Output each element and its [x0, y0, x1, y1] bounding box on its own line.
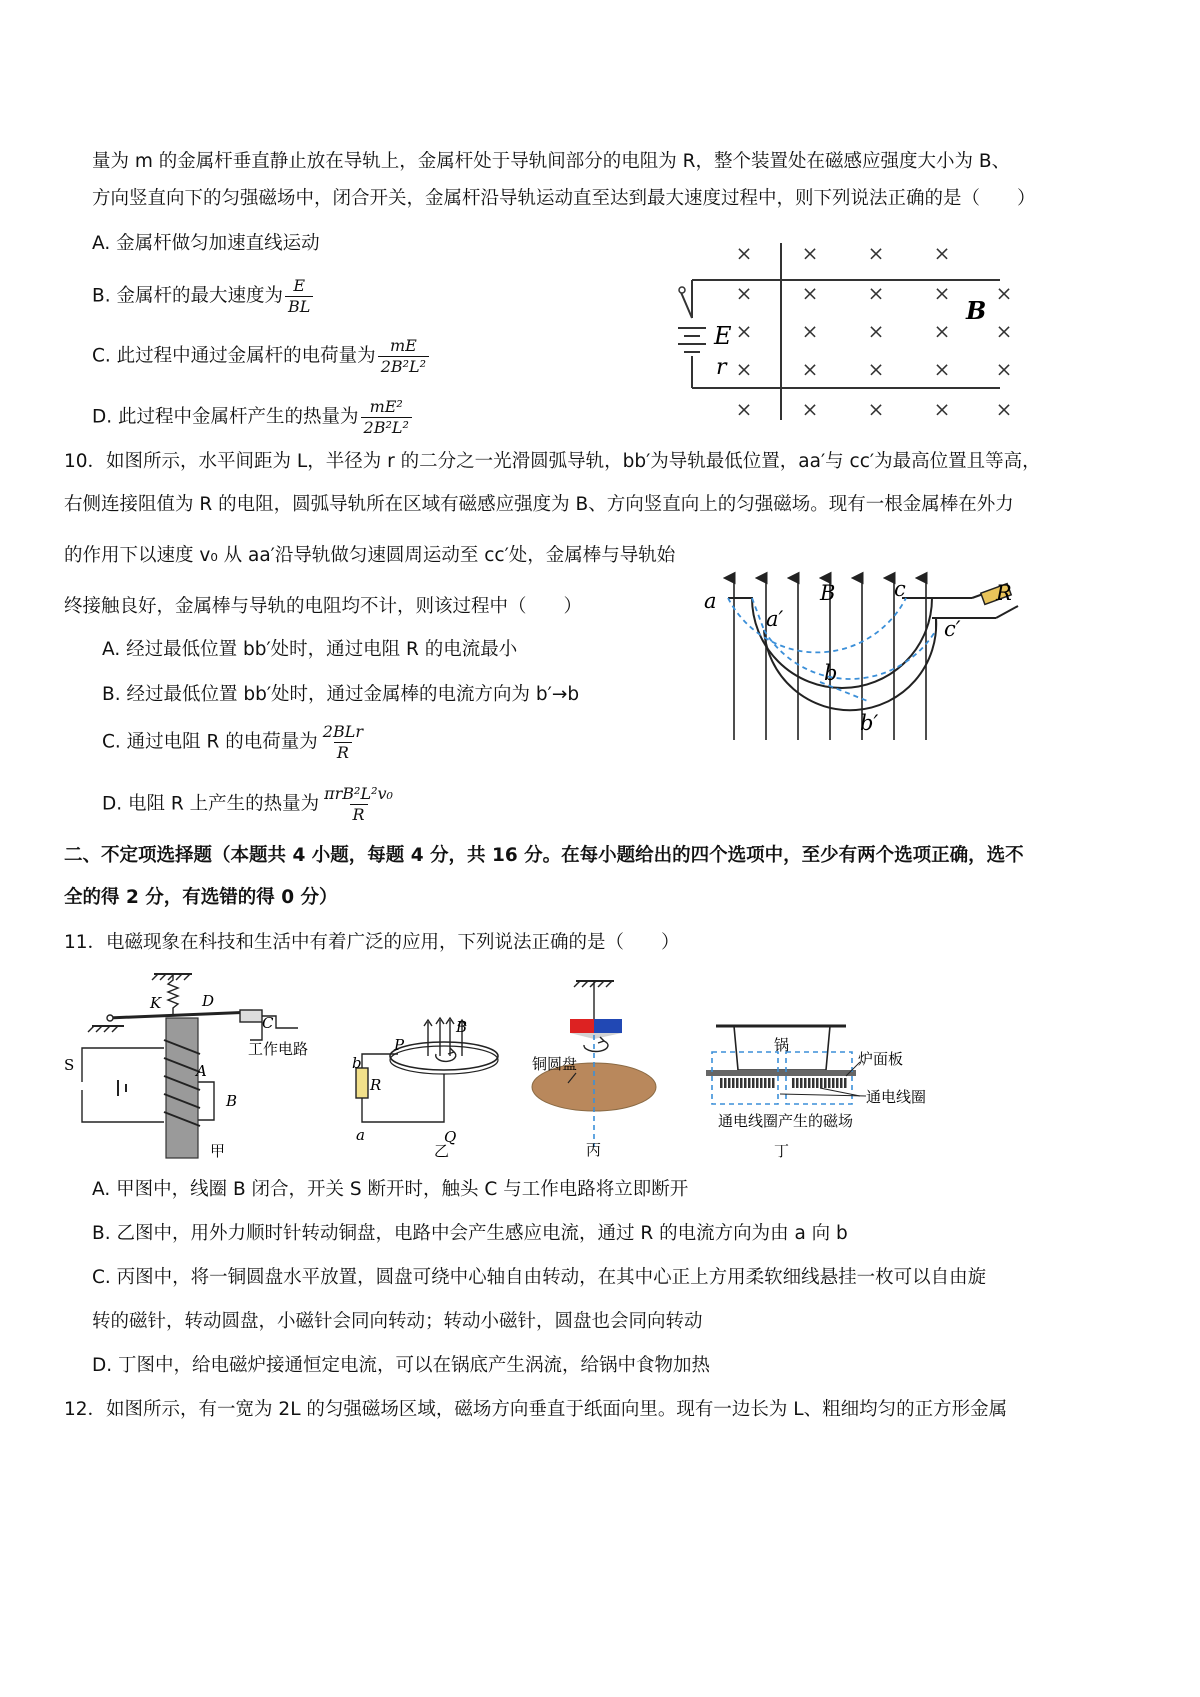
field-cross-mark: ×: [867, 241, 885, 265]
q9-line2: 方向竖直向下的匀强磁场中，闭合开关，金属杆沿导轨运动直至达到最大速度过程中，则下列说法正确的是（ ）: [92, 188, 1036, 209]
q10-figure-label-c2: c′: [944, 617, 961, 641]
field-cross-mark: ×: [735, 241, 753, 265]
jia-label-A: A: [196, 1062, 207, 1080]
q10-line3: 的作用下以速度 v₀ 从 aa′沿导轨做匀速圆周运动至 cc′处，金属棒与导轨始: [64, 545, 676, 566]
field-cross-mark: ×: [801, 241, 819, 265]
q10-figure-label-a: a: [704, 589, 717, 613]
coil-winding: [824, 1078, 827, 1088]
q10-arc-figure: [700, 570, 1040, 750]
coil-winding: [828, 1078, 831, 1088]
q9-option-c: C. 此过程中通过金属杆的电荷量为 $\frac{mE}{\text{2B²L²}}$: [92, 336, 429, 377]
field-cross-mark: ×: [867, 281, 885, 305]
field-cross-mark: ×: [801, 281, 819, 305]
coil-winding: [720, 1078, 723, 1088]
yi-label-Q: Q: [444, 1128, 457, 1146]
q9-option-c-fraction: $\frac{mE}{\text{2B²L²}}$: [378, 336, 429, 377]
field-cross-mark: ×: [801, 357, 819, 381]
coil-winding: [768, 1078, 771, 1088]
yi-caption: 乙: [434, 1142, 450, 1160]
yi-label-b: b: [352, 1054, 362, 1072]
q10-option-d: D. 电阻 R 上产生的热量为 πrB²L²v₀ R: [102, 784, 396, 825]
yi-label-a: a: [356, 1126, 365, 1144]
ding-caption: 丁: [774, 1142, 790, 1160]
field-cross-mark: ×: [735, 319, 753, 343]
field-cross-mark: ×: [933, 397, 951, 421]
field-cross-mark: ×: [995, 319, 1013, 343]
coil-winding: [764, 1078, 767, 1088]
coil-winding: [732, 1078, 735, 1088]
coil-winding: [808, 1078, 811, 1088]
coil-winding: [800, 1078, 803, 1088]
q10-figure-label-c: c: [894, 577, 906, 601]
q11-option-b: B. 乙图中，用外力顺时针转动铜盘，电路中会产生感应电流，通过 R 的电流方向为由 a 向 b: [92, 1223, 848, 1244]
field-cross-mark: ×: [995, 397, 1013, 421]
q9-figure-b-label: B: [966, 296, 987, 325]
coil-winding: [740, 1078, 743, 1088]
coil-winding: [820, 1078, 823, 1088]
jia-label-K: K: [150, 994, 162, 1012]
bing-caption: 丙: [586, 1141, 602, 1159]
q10-option-c-fraction: 2BLr R: [322, 722, 364, 762]
jia-label-S: S: [64, 1056, 75, 1074]
ding-label-coil: 通电线圈: [866, 1088, 927, 1106]
coil-winding: [724, 1078, 727, 1088]
field-cross-mark: ×: [735, 397, 753, 421]
q9-option-d: D. 此过程中金属杆产生的热量为 $\frac{\text{mE²}}{\text{2B²L²}}$: [92, 397, 412, 438]
q9-option-d-fraction: $\frac{\text{mE²}}{\text{2B²L²}}$: [361, 397, 412, 438]
q10-figure-label-b: b: [824, 661, 838, 685]
bing-label-disk: 铜圆盘: [532, 1055, 578, 1073]
jia-caption: 甲: [210, 1142, 226, 1160]
coil-winding: [772, 1078, 775, 1088]
field-cross-mark: ×: [933, 319, 951, 343]
coil-winding: [756, 1078, 759, 1088]
yi-label-R: R: [370, 1076, 382, 1094]
coil-winding: [812, 1078, 815, 1088]
ding-label-panel: 炉面板: [858, 1050, 904, 1068]
field-cross-mark: ×: [867, 319, 885, 343]
q9-option-b-fraction: $\frac{E}{BL}$: [285, 276, 313, 317]
coil-winding: [836, 1078, 839, 1088]
q9-rail-figure: [670, 238, 1030, 428]
q10-option-c: C. 通过电阻 R 的电荷量为 2BLr R: [102, 722, 366, 763]
field-cross-mark: ×: [867, 397, 885, 421]
field-cross-mark: ×: [995, 281, 1013, 305]
coil-winding: [760, 1078, 763, 1088]
field-cross-mark: ×: [933, 357, 951, 381]
q9-figure-e-label: E: [714, 322, 732, 350]
q10-option-d-fraction: πrB²L²v₀ R: [324, 784, 393, 824]
coil-winding: [804, 1078, 807, 1088]
q9-line1: 量为 m 的金属杆垂直静止放在导轨上，金属杆处于导轨间部分的电阻为 R，整个装置处在磁感应强度大小为 B、: [92, 151, 1011, 172]
field-cross-mark: ×: [735, 281, 753, 305]
q9-figure-r-label: r: [716, 355, 727, 380]
q11-option-d: D. 丁图中，给电磁炉接通恒定电流，可以在锅底产生涡流，给锅中食物加热: [92, 1355, 711, 1376]
q10-figure-label-B: B: [820, 581, 836, 605]
coil-winding: [840, 1078, 843, 1088]
q10-option-a: A. 经过最低位置 bb′处时，通过电阻 R 的电流最小: [102, 639, 518, 660]
coil-winding: [832, 1078, 835, 1088]
q11-option-c: C. 丙图中，将一铜圆盘水平放置，圆盘可绕中心轴自由转动，在其中心正上方用柔软细线悬挂一枚可以自由旋: [92, 1267, 987, 1288]
coil-winding: [796, 1078, 799, 1088]
coil-winding: [748, 1078, 751, 1088]
field-cross-mark: ×: [801, 397, 819, 421]
field-cross-mark: ×: [867, 357, 885, 381]
jia-label-C: C: [262, 1014, 274, 1032]
field-cross-mark: ×: [995, 357, 1013, 381]
q10-figure-label-R: R: [996, 581, 1012, 605]
q12-line1: 12．如图所示，有一宽为 2L 的匀强磁场区域，磁场方向垂直于纸面向里。现有一边长为 L、粗细均匀的正方形金属: [64, 1399, 1008, 1420]
coil-winding: [736, 1078, 739, 1088]
coil-winding: [816, 1078, 819, 1088]
coil-winding: [752, 1078, 755, 1088]
q11-figure-ding: [710, 1022, 970, 1160]
q10-option-b: B. 经过最低位置 bb′处时，通过金属棒的电流方向为 b′→b: [102, 684, 580, 705]
ding-label-field: 通电线圈产生的磁场: [718, 1112, 854, 1130]
field-cross-mark: ×: [933, 281, 951, 305]
q10-figure-label-b2: b′: [860, 711, 879, 735]
q11-figure-yi: [350, 1018, 540, 1158]
q10-line4: 终接触良好，金属棒与导轨的电阻均不计，则该过程中（ ）: [64, 596, 583, 617]
section2-heading-line1: 二、不定项选择题（本题共 4 小题，每题 4 分，共 16 分。在每小题给出的四个选项中，至少有两个选项正确，选不: [64, 845, 1024, 866]
coil-winding: [728, 1078, 731, 1088]
field-cross-mark: ×: [933, 241, 951, 265]
jia-label-D: D: [202, 992, 215, 1010]
section2-heading-line2: 全的得 2 分，有选错的得 0 分）: [64, 887, 338, 908]
q11-stem: 11．电磁现象在科技和生活中有着广泛的应用，下列说法正确的是（ ）: [64, 932, 680, 953]
q11-option-a: A. 甲图中，线圈 B 闭合，开关 S 断开时，触头 C 与工作电路将立即断开: [92, 1179, 689, 1200]
coil-winding: [844, 1078, 847, 1088]
q9-option-b: B. 金属杆的最大速度为 $\frac{E}{BL}$: [92, 276, 313, 317]
jia-label-circuit: 工作电路: [248, 1040, 309, 1058]
q11-option-c-cont: 转的磁针，转动圆盘，小磁针会同向转动；转动小磁针，圆盘也会同向转动: [92, 1311, 703, 1332]
q9-option-a: A. 金属杆做匀加速直线运动: [92, 233, 320, 254]
jia-label-B: B: [226, 1092, 238, 1110]
yi-label-B: B: [456, 1018, 468, 1036]
q10-figure-label-a2: a′: [766, 607, 784, 631]
field-cross-mark: ×: [801, 319, 819, 343]
ding-label-pot: 锅: [774, 1036, 790, 1054]
q11-figure-bing: [530, 975, 700, 1160]
q11-figure-jia: [62, 970, 327, 1160]
q10-line1: 10．如图所示，水平间距为 L，半径为 r 的二分之一光滑圆弧导轨，bb′为导轨最低位置，aa′与 cc′为最高位置且等高，: [64, 451, 1041, 472]
q10-line2: 右侧连接阻值为 R 的电阻，圆弧导轨所在区域有磁感应强度为 B、方向竖直向上的匀强磁场。现有一根金属棒在外力: [64, 494, 1014, 515]
field-cross-mark: ×: [735, 357, 753, 381]
yi-label-P: P: [394, 1036, 405, 1054]
coil-winding: [792, 1078, 795, 1088]
coil-winding: [744, 1078, 747, 1088]
